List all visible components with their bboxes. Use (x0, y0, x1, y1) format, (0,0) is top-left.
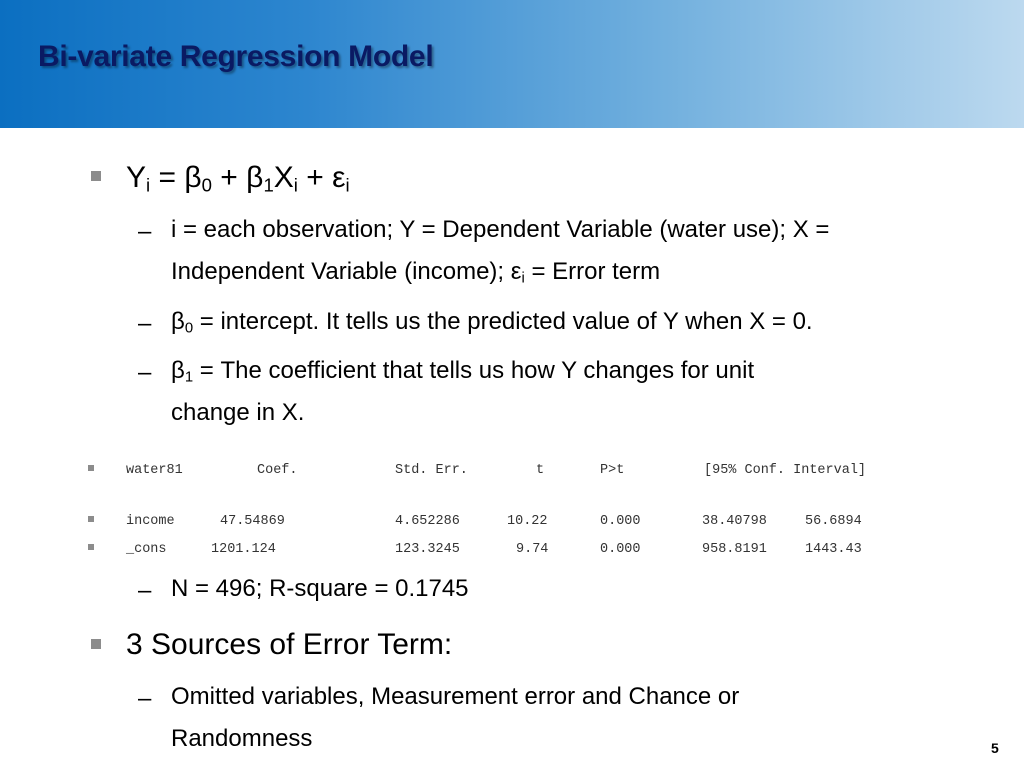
error-sources-list: Omitted variables, Measurement error and Chance or Randomness (171, 683, 740, 752)
table-header-cell: P>t (600, 463, 625, 478)
regression-equation: $Y_i = \beta_0 + \beta_1X_i + \varepsilon_i$ (126, 161, 350, 196)
dash-bullet-icon: – (138, 310, 152, 337)
table-cell-ci-low: 38.40798 (702, 514, 767, 529)
definition-beta0: $\beta_0$ = intercept. It tells us the predicted value of Y when X = 0. (171, 308, 813, 337)
table-cell-coef: 47.54869 (220, 514, 285, 529)
table-header-cell: water81 (126, 463, 183, 478)
dash-bullet-icon: – (138, 685, 152, 712)
bullet-square-icon (91, 639, 101, 649)
table-cell-t: 9.74 (516, 542, 549, 557)
table-header-cell: [95% Conf. Interval] (704, 463, 867, 478)
fit-statistics: N = 496; R-square = 0.1745 (171, 575, 469, 602)
slide-title: Bi-variate Regression Model (38, 40, 434, 73)
table-cell-p: 0.000 (600, 542, 641, 557)
bullet-square-icon (91, 171, 101, 181)
page-number: 5 (991, 740, 999, 756)
dash-bullet-icon: – (138, 359, 152, 386)
table-cell-coef: 1201.124 (211, 542, 276, 557)
table-header-cell: Coef. (257, 463, 298, 478)
bullet-square-icon (88, 516, 94, 522)
table-cell-var: income (126, 514, 175, 529)
table-cell-ci-high: 56.6894 (805, 514, 862, 529)
table-header-cell: Std. Err. (395, 463, 468, 478)
table-cell-t: 10.22 (507, 514, 548, 529)
table-cell-se: 4.652286 (395, 514, 460, 529)
table-cell-var: _cons (126, 542, 167, 557)
table-header-cell: t (536, 463, 545, 478)
dash-bullet-icon: – (138, 577, 152, 604)
bullet-square-icon (88, 465, 94, 471)
table-cell-p: 0.000 (600, 514, 641, 529)
table-cell-ci-high: 1443.43 (805, 542, 862, 557)
definition-beta1: $\beta_1$ = The coefficient that tells us how Y changes for unit change in X. (171, 357, 755, 426)
definition-variables: i = each observation; Y = Dependent Variable (water use); X = Independent Variable (income); $\varepsilon_i$ = Error term (171, 216, 830, 287)
bullet-square-icon (88, 544, 94, 550)
dash-bullet-icon: – (138, 218, 152, 245)
error-sources-heading: 3 Sources of Error Term: (126, 628, 453, 661)
table-cell-ci-low: 958.8191 (702, 542, 767, 557)
table-cell-se: 123.3245 (395, 542, 460, 557)
